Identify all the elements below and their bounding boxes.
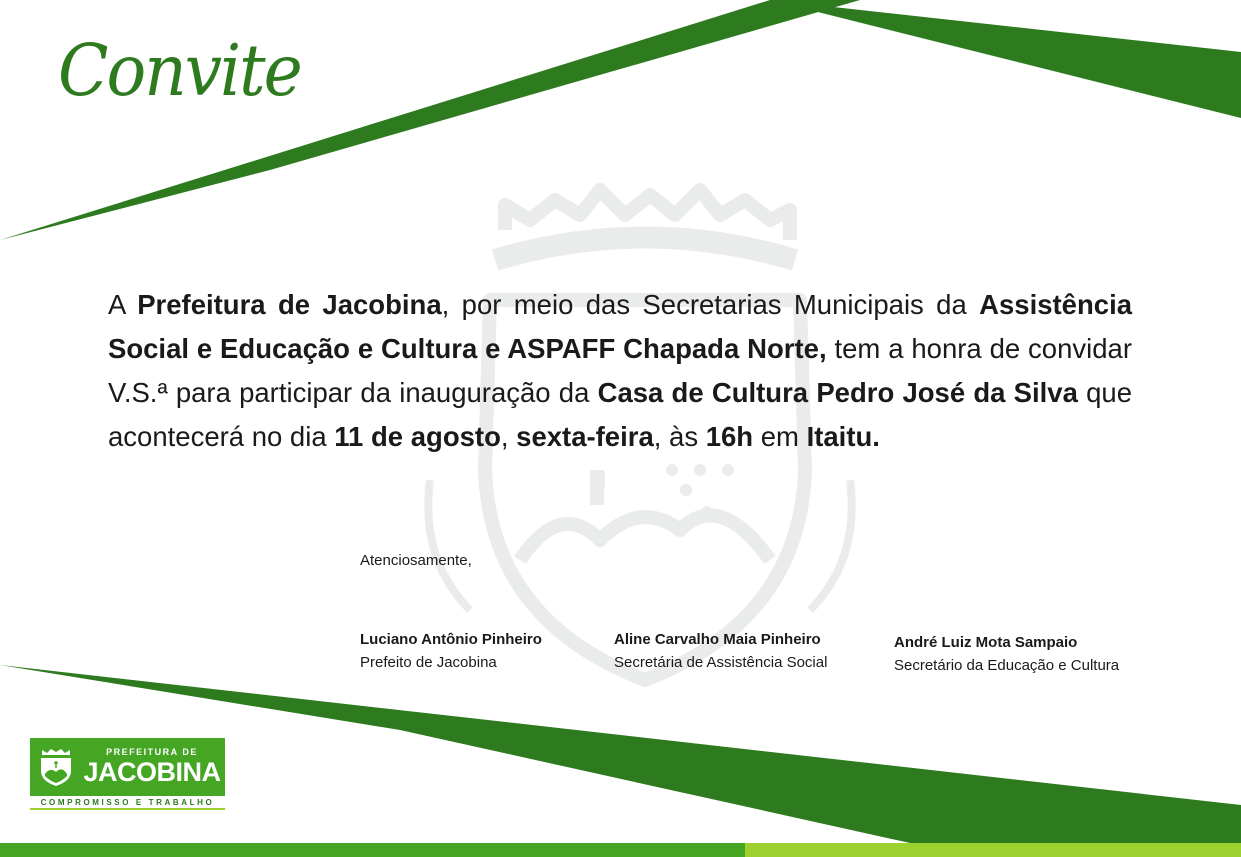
message-text: que acontecerá no dia: [108, 377, 1132, 452]
message-highlight: 16h: [705, 421, 754, 452]
message-text: em: [753, 421, 807, 452]
message-text: , às: [653, 421, 706, 452]
prefeitura-logo: [30, 738, 225, 810]
signatory-role: Secretária de Assistência Social: [614, 654, 828, 671]
logo-name: JACOBINA: [83, 757, 221, 787]
message-text: ,: [500, 421, 517, 452]
signatory-role: Prefeito de Jacobina: [360, 654, 497, 671]
logo-subtitle: PREFEITURA DE: [106, 747, 198, 757]
bottom-band-lime: [745, 843, 1241, 857]
coat-of-arms-icon: [38, 747, 74, 787]
page-title: Convite: [58, 28, 301, 113]
logo-slogan: COMPROMISSO E TRABALHO: [30, 796, 225, 810]
top-swoosh-right: [770, 0, 1241, 118]
message-text: , por meio das Secretarias Municipais da: [441, 289, 980, 320]
signature-block-social-assistance: [614, 628, 827, 674]
message-highlight: sexta-feira: [516, 421, 654, 452]
bottom-band-dark: [0, 843, 745, 857]
signatory-name: Aline Carvalho Maia Pinheiro: [614, 631, 821, 648]
signature-block-mayor: [360, 628, 542, 674]
message-text: A: [108, 289, 138, 320]
invitation-message: [108, 283, 1132, 459]
message-highlight: Casa de Cultura Pedro José da Silva: [597, 377, 1078, 408]
message-highlight: Prefeitura de Jacobina: [137, 289, 442, 320]
message-highlight: Itaitu.: [806, 421, 880, 452]
signatory-name: André Luiz Mota Sampaio: [894, 634, 1078, 651]
signatory-role: Secretário da Educação e Cultura: [894, 657, 1120, 674]
closing-salutation: Atenciosamente,: [360, 552, 472, 569]
signatory-name: Luciano Antônio Pinheiro: [360, 631, 542, 648]
message-highlight: 11 de agosto: [334, 421, 501, 452]
message-text: tem a honra de convidar V.S.ª para participar da inauguração da: [108, 333, 1132, 408]
signature-block-education: [894, 631, 1119, 677]
message-highlight: Assistência Social e Educação e Cultura e ASPAFF Chapada Norte,: [108, 289, 1133, 364]
